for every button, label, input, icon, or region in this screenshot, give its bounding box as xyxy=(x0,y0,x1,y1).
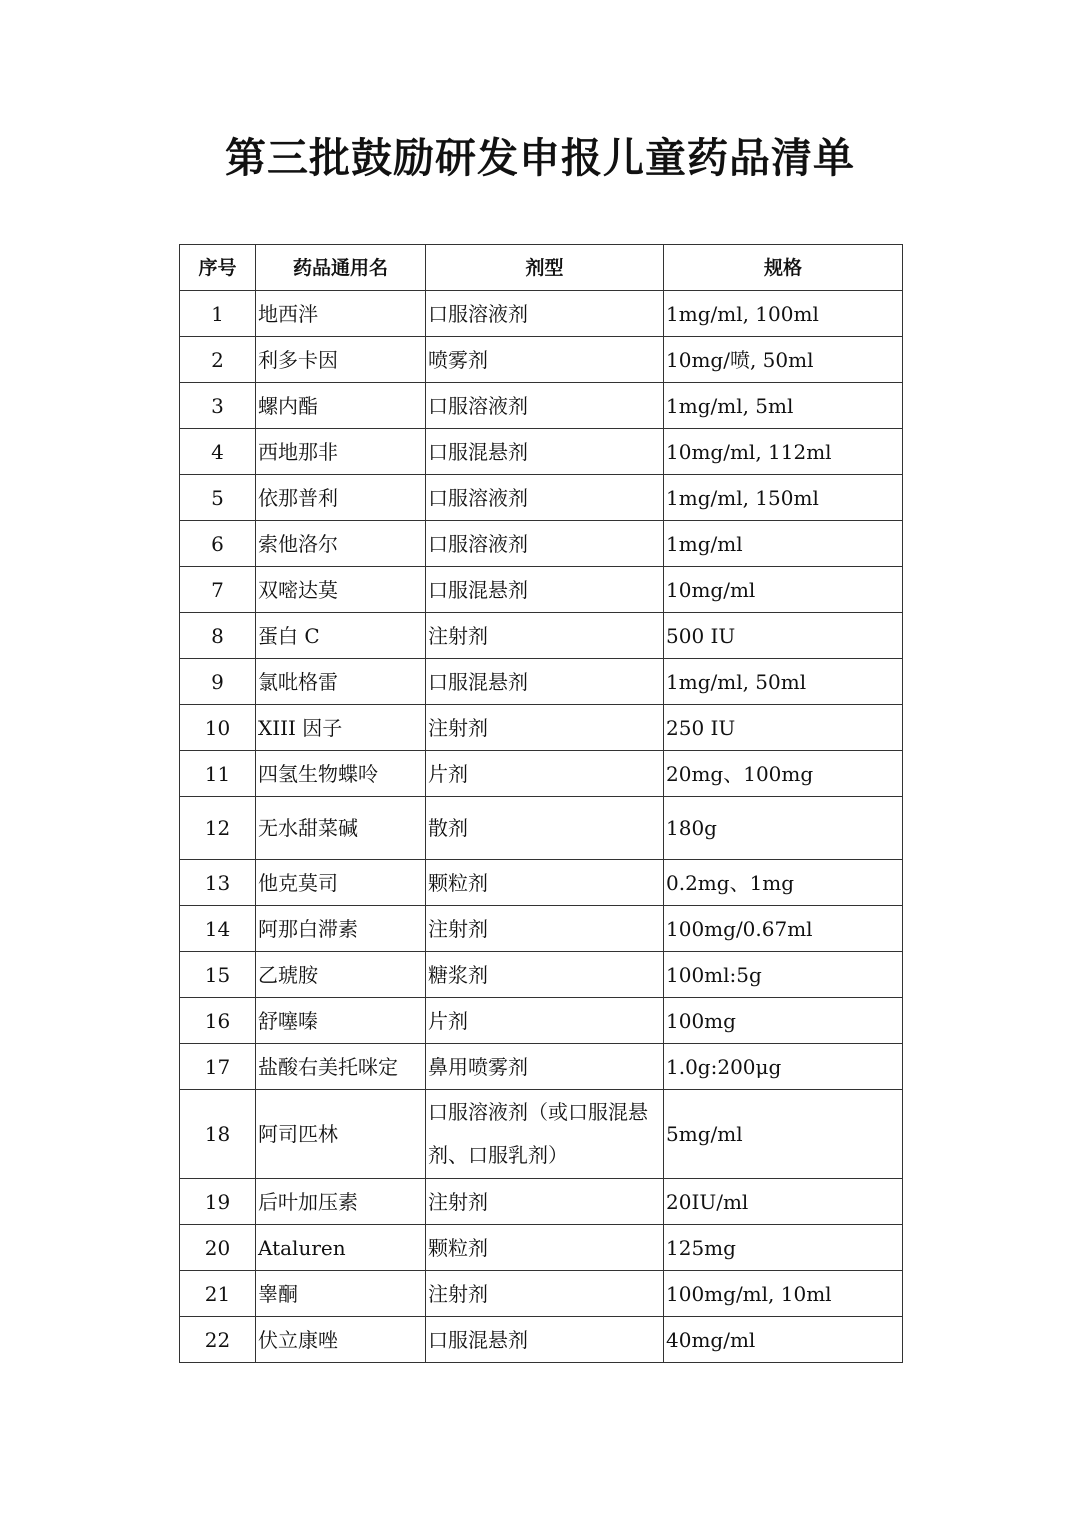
cell-specification: 100mg/0.67ml xyxy=(664,906,903,952)
cell-specification: 1mg/ml xyxy=(664,521,903,567)
cell-specification: 125mg xyxy=(664,1225,903,1271)
table-header-row xyxy=(180,245,903,291)
cell-serial-number: 21 xyxy=(180,1271,256,1317)
cell-specification: 1mg/ml, 5ml xyxy=(664,383,903,429)
cell-drug-name: 无水甜菜碱 xyxy=(256,797,426,860)
cell-drug-name: 蛋白 C xyxy=(256,613,426,659)
cell-drug-name: 阿司匹林 xyxy=(256,1090,426,1179)
cell-dosage-form: 口服溶液剂 xyxy=(426,475,664,521)
cell-specification: 180g xyxy=(664,797,903,860)
table-row xyxy=(180,1179,903,1225)
cell-dosage-form: 注射剂 xyxy=(426,906,664,952)
cell-drug-name: 利多卡因 xyxy=(256,337,426,383)
header-specification: 规格 xyxy=(664,245,903,291)
cell-drug-name: Ataluren xyxy=(256,1225,426,1271)
cell-drug-name: 双嘧达莫 xyxy=(256,567,426,613)
cell-drug-name: 西地那非 xyxy=(256,429,426,475)
cell-drug-name: 伏立康唑 xyxy=(256,1317,426,1363)
table-row xyxy=(180,613,903,659)
cell-specification: 1mg/ml, 100ml xyxy=(664,291,903,337)
cell-serial-number: 2 xyxy=(180,337,256,383)
cell-specification: 250 IU xyxy=(664,705,903,751)
cell-drug-name: 氯吡格雷 xyxy=(256,659,426,705)
cell-dosage-form: 口服溶液剂 xyxy=(426,291,664,337)
cell-specification: 40mg/ml xyxy=(664,1317,903,1363)
table-row xyxy=(180,291,903,337)
cell-serial-number: 1 xyxy=(180,291,256,337)
table-row xyxy=(180,337,903,383)
cell-serial-number: 4 xyxy=(180,429,256,475)
cell-specification: 1.0g:200μg xyxy=(664,1044,903,1090)
table-row xyxy=(180,998,903,1044)
cell-serial-number: 18 xyxy=(180,1090,256,1179)
cell-dosage-form: 注射剂 xyxy=(426,613,664,659)
table-row xyxy=(180,429,903,475)
cell-serial-number: 14 xyxy=(180,906,256,952)
table-row xyxy=(180,952,903,998)
cell-serial-number: 13 xyxy=(180,860,256,906)
cell-drug-name: 螺内酯 xyxy=(256,383,426,429)
cell-serial-number: 7 xyxy=(180,567,256,613)
cell-dosage-form: 口服混悬剂 xyxy=(426,659,664,705)
cell-serial-number: 16 xyxy=(180,998,256,1044)
cell-drug-name: 阿那白滞素 xyxy=(256,906,426,952)
cell-serial-number: 6 xyxy=(180,521,256,567)
cell-specification: 20IU/ml xyxy=(664,1179,903,1225)
table-row xyxy=(180,1090,903,1179)
cell-dosage-form: 口服溶液剂 xyxy=(426,383,664,429)
table-row xyxy=(180,521,903,567)
cell-drug-name: 依那普利 xyxy=(256,475,426,521)
cell-specification: 1mg/ml, 150ml xyxy=(664,475,903,521)
cell-specification: 10mg/ml, 112ml xyxy=(664,429,903,475)
cell-serial-number: 20 xyxy=(180,1225,256,1271)
header-drug-name: 药品通用名 xyxy=(256,245,426,291)
cell-dosage-form: 颗粒剂 xyxy=(426,1225,664,1271)
cell-dosage-form: 口服混悬剂 xyxy=(426,1317,664,1363)
cell-serial-number: 15 xyxy=(180,952,256,998)
cell-dosage-form: 口服混悬剂 xyxy=(426,429,664,475)
cell-serial-number: 19 xyxy=(180,1179,256,1225)
table-row xyxy=(180,1225,903,1271)
cell-drug-name: 舒噻嗪 xyxy=(256,998,426,1044)
cell-dosage-form: 片剂 xyxy=(426,751,664,797)
table-row xyxy=(180,797,903,860)
cell-specification: 10mg/ml xyxy=(664,567,903,613)
table-row xyxy=(180,751,903,797)
table-row xyxy=(180,705,903,751)
table-row xyxy=(180,475,903,521)
cell-serial-number: 9 xyxy=(180,659,256,705)
table-row xyxy=(180,1271,903,1317)
cell-dosage-form: 鼻用喷雾剂 xyxy=(426,1044,664,1090)
cell-dosage-form: 口服混悬剂 xyxy=(426,567,664,613)
table-row xyxy=(180,860,903,906)
cell-dosage-form: 颗粒剂 xyxy=(426,860,664,906)
table-row xyxy=(180,1317,903,1363)
cell-dosage-form: 注射剂 xyxy=(426,705,664,751)
cell-serial-number: 12 xyxy=(180,797,256,860)
cell-drug-name: 地西泮 xyxy=(256,291,426,337)
header-dosage-form: 剂型 xyxy=(426,245,664,291)
table-row xyxy=(180,383,903,429)
cell-specification: 20mg、100mg xyxy=(664,751,903,797)
cell-specification: 1mg/ml, 50ml xyxy=(664,659,903,705)
cell-drug-name: 乙琥胺 xyxy=(256,952,426,998)
cell-drug-name: 睾酮 xyxy=(256,1271,426,1317)
cell-drug-name: 后叶加压素 xyxy=(256,1179,426,1225)
cell-serial-number: 10 xyxy=(180,705,256,751)
cell-specification: 0.2mg、1mg xyxy=(664,860,903,906)
cell-serial-number: 22 xyxy=(180,1317,256,1363)
cell-serial-number: 3 xyxy=(180,383,256,429)
page-title: 第三批鼓励研发申报儿童药品清单 xyxy=(225,134,855,182)
cell-specification: 5mg/ml xyxy=(664,1090,903,1179)
cell-drug-name: XIII 因子 xyxy=(256,705,426,751)
table-row xyxy=(180,659,903,705)
cell-drug-name: 索他洛尔 xyxy=(256,521,426,567)
table-row xyxy=(180,567,903,613)
cell-serial-number: 17 xyxy=(180,1044,256,1090)
cell-drug-name: 盐酸右美托咪定 xyxy=(256,1044,426,1090)
table-row xyxy=(180,1044,903,1090)
cell-specification: 100mg/ml, 10ml xyxy=(664,1271,903,1317)
cell-serial-number: 11 xyxy=(180,751,256,797)
cell-specification: 100ml:5g xyxy=(664,952,903,998)
cell-dosage-form: 注射剂 xyxy=(426,1179,664,1225)
cell-dosage-form: 口服溶液剂（或口服混悬剂、口服乳剂） xyxy=(426,1090,664,1179)
cell-specification: 100mg xyxy=(664,998,903,1044)
cell-dosage-form: 糖浆剂 xyxy=(426,952,664,998)
cell-serial-number: 8 xyxy=(180,613,256,659)
cell-dosage-form: 口服溶液剂 xyxy=(426,521,664,567)
cell-specification: 500 IU xyxy=(664,613,903,659)
cell-drug-name: 四氢生物蝶呤 xyxy=(256,751,426,797)
cell-dosage-form: 注射剂 xyxy=(426,1271,664,1317)
cell-serial-number: 5 xyxy=(180,475,256,521)
cell-dosage-form: 片剂 xyxy=(426,998,664,1044)
drug-list-table xyxy=(179,244,903,1363)
cell-drug-name: 他克莫司 xyxy=(256,860,426,906)
cell-specification: 10mg/喷, 50ml xyxy=(664,337,903,383)
header-serial-number: 序号 xyxy=(180,245,256,291)
cell-dosage-form: 喷雾剂 xyxy=(426,337,664,383)
cell-dosage-form: 散剂 xyxy=(426,797,664,860)
table-row xyxy=(180,906,903,952)
